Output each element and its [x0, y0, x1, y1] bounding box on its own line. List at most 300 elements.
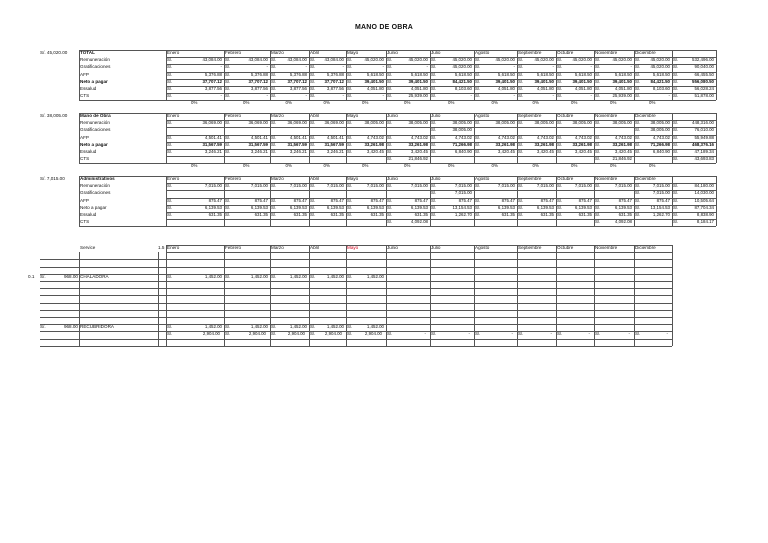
cell-value[interactable]: 38,005.00: [612, 120, 632, 126]
cell-currency[interactable]: S/.: [310, 212, 316, 217]
total-value[interactable]: 87,704.34: [694, 204, 714, 210]
cell-value[interactable]: 875.47: [458, 197, 472, 203]
cell-currency[interactable]: S/.: [310, 149, 316, 154]
cell-currency[interactable]: S/.: [271, 197, 277, 203]
cell-currency[interactable]: S/.: [225, 273, 231, 279]
cell-value[interactable]: -: [342, 64, 344, 70]
cell-value[interactable]: 31,567.59: [324, 141, 344, 147]
cell-currency[interactable]: S/.: [673, 127, 679, 133]
cell-value[interactable]: -: [513, 64, 515, 70]
cell-value[interactable]: 7,015.00: [497, 183, 515, 189]
cell-value[interactable]: 6,139.53: [574, 204, 592, 210]
cell-value[interactable]: 631.35: [370, 212, 384, 217]
cell-currency[interactable]: S/.: [310, 141, 316, 147]
total-value[interactable]: 47,189.34: [694, 149, 714, 154]
cell-value[interactable]: 3,877.56: [289, 86, 307, 91]
cell-value[interactable]: 45,020.00: [612, 57, 632, 63]
cell-value[interactable]: 7,015.00: [326, 183, 344, 189]
cell-value[interactable]: 39,401.50: [364, 78, 384, 84]
cell-currency[interactable]: S/.: [271, 86, 277, 91]
cell-value[interactable]: 13,154.53: [452, 204, 472, 210]
cell-value[interactable]: 45,020.00: [572, 57, 592, 63]
cell-currency[interactable]: S/.: [387, 156, 393, 162]
cell-currency[interactable]: S/.: [475, 212, 481, 217]
cell-currency[interactable]: S/.: [557, 64, 563, 70]
cell-value[interactable]: 38,005.00: [364, 120, 384, 126]
cell-value[interactable]: 1,452.00: [250, 324, 268, 330]
cell-value[interactable]: 4,743.02: [536, 134, 554, 140]
cell-currency[interactable]: S/.: [595, 86, 601, 91]
cell-currency[interactable]: S/.: [673, 134, 679, 140]
cell-currency[interactable]: S/.: [225, 197, 231, 203]
cell-currency[interactable]: S/.: [635, 134, 641, 140]
cell-value[interactable]: 37,707.12: [287, 78, 307, 84]
cell-value[interactable]: 4,501.41: [289, 134, 307, 140]
cell-currency[interactable]: S/.: [310, 197, 316, 203]
cell-value[interactable]: 5,376.88: [204, 71, 222, 77]
total-value[interactable]: 448,316.00: [692, 120, 714, 126]
cell-currency[interactable]: S/.: [271, 204, 277, 210]
cell-value[interactable]: 33,261.98: [495, 141, 515, 147]
total-value[interactable]: 10,505.64: [694, 197, 714, 203]
cell-currency[interactable]: S/.: [387, 78, 393, 84]
cell-currency[interactable]: S/.: [431, 86, 437, 91]
cell-value[interactable]: 5,618.50: [536, 71, 554, 77]
cell-currency[interactable]: S/.: [475, 141, 481, 147]
cell-currency[interactable]: S/.: [475, 120, 481, 126]
cell-currency[interactable]: S/.: [557, 134, 563, 140]
cell-value[interactable]: 31,567.59: [248, 141, 268, 147]
cell-currency[interactable]: S/.: [635, 127, 641, 133]
cell-currency[interactable]: S/.: [673, 219, 679, 225]
cell-currency[interactable]: S/.: [167, 331, 173, 337]
cell-value[interactable]: -: [266, 93, 268, 99]
cell-currency[interactable]: S/.: [271, 120, 277, 126]
cell-currency[interactable]: S/.: [518, 71, 524, 77]
cell-currency[interactable]: S/.: [167, 324, 173, 330]
cell-currency[interactable]: S/.: [635, 141, 641, 147]
cell-currency[interactable]: S/.: [475, 78, 481, 84]
cell-currency[interactable]: S/.: [167, 212, 173, 217]
cell-currency[interactable]: S/.: [225, 57, 231, 63]
cell-value[interactable]: 5,618.50: [574, 71, 592, 77]
cell-value[interactable]: -: [305, 93, 307, 99]
cell-currency[interactable]: S/.: [271, 134, 277, 140]
cell-value[interactable]: 7,015.00: [289, 183, 307, 189]
cell-value[interactable]: 7,015.00: [536, 183, 554, 189]
cell-currency[interactable]: S/.: [310, 93, 316, 99]
cell-currency[interactable]: S/.: [475, 71, 481, 77]
cell-currency[interactable]: S/.: [518, 78, 524, 84]
cell-value[interactable]: 84,421.50: [452, 78, 472, 84]
cell-currency[interactable]: S/.: [595, 134, 601, 140]
cell-value[interactable]: 7,015.00: [574, 183, 592, 189]
cell-currency[interactable]: S/.: [673, 57, 679, 63]
cell-currency[interactable]: S/.: [475, 57, 481, 63]
cell-value[interactable]: 5,376.88: [326, 71, 344, 77]
cell-currency[interactable]: S/.: [475, 197, 481, 203]
cell-currency[interactable]: S/.: [635, 212, 641, 217]
cell-value[interactable]: 3,246.21: [289, 149, 307, 154]
cell-value[interactable]: 33,261.98: [534, 141, 554, 147]
cell-currency[interactable]: S/.: [225, 183, 231, 189]
cell-currency[interactable]: S/.: [310, 183, 316, 189]
cell-value[interactable]: 6,139.53: [204, 204, 222, 210]
cell-currency[interactable]: S/.: [387, 57, 393, 63]
cell-value[interactable]: 875.47: [414, 197, 428, 203]
cell-value[interactable]: 2,904.00: [202, 331, 220, 337]
cell-value[interactable]: -: [342, 93, 344, 99]
cell-currency[interactable]: S/.: [347, 134, 353, 140]
cell-currency[interactable]: S/.: [310, 204, 316, 210]
cell-value[interactable]: 3,246.21: [250, 149, 268, 154]
cell-currency[interactable]: S/.: [271, 149, 277, 154]
cell-value[interactable]: 3,420.45: [497, 149, 515, 154]
cell-value[interactable]: 33,261.98: [612, 141, 632, 147]
cell-currency[interactable]: S/.: [271, 78, 277, 84]
cell-currency[interactable]: S/.: [347, 78, 353, 84]
cell-value[interactable]: 6,139.53: [410, 204, 428, 210]
cell-currency[interactable]: S/.: [347, 331, 353, 337]
cell-value[interactable]: 4,501.41: [204, 134, 222, 140]
cell-value[interactable]: 43,084.00: [202, 57, 222, 63]
cell-value[interactable]: 31,567.59: [287, 141, 307, 147]
cell-currency[interactable]: S/.: [595, 71, 601, 77]
cell-value[interactable]: 7,015.00: [250, 183, 268, 189]
cell-value[interactable]: 6,139.53: [289, 204, 307, 210]
cell-currency[interactable]: S/.: [167, 149, 173, 154]
cell-value[interactable]: 631.35: [208, 212, 222, 217]
cell-currency[interactable]: S/.: [167, 134, 173, 140]
cell-value[interactable]: 4,051.80: [536, 86, 554, 91]
cell-currency[interactable]: S/.: [557, 197, 563, 203]
cell-value[interactable]: 71,266.98: [650, 141, 670, 147]
total-value[interactable]: 532,496.00: [692, 57, 714, 63]
cell-currency[interactable]: S/.: [167, 273, 173, 279]
cell-currency[interactable]: S/.: [557, 78, 563, 84]
cell-value[interactable]: 3,877.56: [250, 86, 268, 91]
cell-currency[interactable]: S/.: [673, 197, 679, 203]
cell-currency[interactable]: S/.: [635, 71, 641, 77]
cell-value[interactable]: 3,420.45: [536, 149, 554, 154]
cell-value[interactable]: 6,139.53: [614, 204, 632, 210]
cell-currency[interactable]: S/.: [673, 93, 679, 99]
cell-value[interactable]: -: [550, 331, 552, 337]
cell-currency[interactable]: S/.: [557, 149, 563, 154]
total-value[interactable]: 468,376.16: [692, 141, 714, 147]
cell-currency[interactable]: S/.: [475, 149, 481, 154]
cell-currency[interactable]: S/.: [431, 134, 437, 140]
cell-value[interactable]: 1,452.00: [289, 324, 307, 330]
cell-value[interactable]: 631.35: [414, 212, 428, 217]
cell-currency[interactable]: S/.: [557, 120, 563, 126]
cell-value[interactable]: -: [590, 64, 592, 70]
cell-currency[interactable]: S/.: [475, 204, 481, 210]
cell-currency[interactable]: S/.: [557, 183, 563, 189]
cell-value[interactable]: 875.47: [578, 197, 592, 203]
cell-value[interactable]: 5,618.50: [366, 71, 384, 77]
cell-currency[interactable]: S/.: [673, 204, 679, 210]
cell-currency[interactable]: S/.: [431, 93, 437, 99]
cell-currency[interactable]: S/.: [347, 149, 353, 154]
cell-currency[interactable]: S/.: [347, 141, 353, 147]
cell-value[interactable]: 45,020.00: [650, 64, 670, 70]
cell-value[interactable]: -: [470, 93, 472, 99]
cell-value[interactable]: 45,020.00: [495, 57, 515, 63]
cell-value[interactable]: 1,452.00: [204, 273, 222, 279]
cell-value[interactable]: 3,877.56: [326, 86, 344, 91]
cell-value[interactable]: 4,051.80: [366, 86, 384, 91]
cell-currency[interactable]: S/.: [595, 183, 601, 189]
cell-value[interactable]: 33,261.98: [408, 141, 428, 147]
cell-value[interactable]: 875.47: [656, 197, 670, 203]
cell-currency[interactable]: S/.: [635, 190, 641, 196]
cell-value[interactable]: 6,840.90: [652, 149, 670, 154]
total-value[interactable]: 8,184.17: [696, 219, 714, 225]
cell-currency[interactable]: S/.: [167, 57, 173, 63]
cell-currency[interactable]: S/.: [271, 331, 277, 337]
cell-value[interactable]: 36,069.00: [248, 120, 268, 126]
cell-value[interactable]: 43,084.00: [287, 57, 307, 63]
cell-value[interactable]: 5,618.50: [497, 71, 515, 77]
cell-value[interactable]: 4,743.02: [410, 134, 428, 140]
cell-currency[interactable]: S/.: [347, 183, 353, 189]
cell-currency[interactable]: S/.: [635, 57, 641, 63]
cell-currency[interactable]: S/.: [271, 93, 277, 99]
cell-currency[interactable]: S/.: [431, 64, 437, 70]
cell-value[interactable]: 875.47: [501, 197, 515, 203]
cell-value[interactable]: -: [513, 93, 515, 99]
cell-currency[interactable]: S/.: [167, 86, 173, 91]
cell-currency[interactable]: S/.: [387, 197, 393, 203]
cell-value[interactable]: 1,262.70: [652, 212, 670, 217]
cell-value[interactable]: 8,103.60: [454, 86, 472, 91]
cell-currency[interactable]: S/.: [387, 71, 393, 77]
cell-currency[interactable]: S/.: [225, 134, 231, 140]
cell-currency[interactable]: S/.: [310, 71, 316, 77]
cell-currency[interactable]: S/.: [635, 93, 641, 99]
cell-currency[interactable]: S/.: [475, 86, 481, 91]
cell-currency[interactable]: S/.: [347, 93, 353, 99]
cell-currency[interactable]: S/.: [387, 141, 393, 147]
cell-currency[interactable]: S/.: [635, 64, 641, 70]
cell-value[interactable]: -: [628, 331, 630, 337]
cell-value[interactable]: -: [588, 331, 590, 337]
cell-currency[interactable]: S/.: [431, 71, 437, 77]
cell-currency[interactable]: S/.: [431, 120, 437, 126]
cell-currency[interactable]: S/.: [225, 78, 231, 84]
cell-currency[interactable]: S/.: [518, 183, 524, 189]
cell-value[interactable]: 875.47: [254, 197, 268, 203]
cell-currency[interactable]: S/.: [431, 127, 437, 133]
cell-value[interactable]: 37,707.12: [324, 78, 344, 84]
cell-value[interactable]: 875.47: [370, 197, 384, 203]
cell-currency[interactable]: S/.: [635, 183, 641, 189]
cell-currency[interactable]: S/.: [347, 57, 353, 63]
cell-currency[interactable]: S/.: [387, 86, 393, 91]
cell-currency[interactable]: S/.: [557, 57, 563, 63]
cell-currency[interactable]: S/.: [431, 204, 437, 210]
cell-currency[interactable]: S/.: [518, 57, 524, 63]
cell-value[interactable]: 6,139.53: [536, 204, 554, 210]
cell-currency[interactable]: S/.: [595, 120, 601, 126]
cell-value[interactable]: 45,020.00: [534, 57, 554, 63]
cell-currency[interactable]: S/.: [387, 204, 393, 210]
cell-value[interactable]: 39,401.50: [612, 78, 632, 84]
cell-currency[interactable]: S/.: [225, 120, 231, 126]
cell-value[interactable]: 631.35: [293, 212, 307, 217]
cell-value[interactable]: 6,840.90: [454, 149, 472, 154]
cell-currency[interactable]: S/.: [595, 93, 601, 99]
cell-value[interactable]: 39,401.50: [534, 78, 554, 84]
cell-value[interactable]: 45,020.00: [650, 57, 670, 63]
cell-currency[interactable]: S/.: [271, 183, 277, 189]
cell-value[interactable]: -: [220, 64, 222, 70]
cell-currency[interactable]: S/.: [635, 149, 641, 154]
cell-value[interactable]: 37,707.12: [248, 78, 268, 84]
cell-value[interactable]: -: [382, 93, 384, 99]
cell-value[interactable]: 7,015.00: [366, 183, 384, 189]
cell-currency[interactable]: S/.: [431, 141, 437, 147]
cell-currency[interactable]: S/.: [167, 197, 173, 203]
cell-value[interactable]: -: [426, 64, 428, 70]
cell-currency[interactable]: S/.: [557, 212, 563, 217]
cell-value[interactable]: 45,020.00: [452, 64, 472, 70]
cell-value[interactable]: 4,743.02: [366, 134, 384, 140]
cell-value[interactable]: -: [305, 64, 307, 70]
cell-currency[interactable]: S/.: [431, 149, 437, 154]
cell-currency[interactable]: S/.: [431, 197, 437, 203]
cell-value[interactable]: -: [666, 331, 668, 337]
cell-value[interactable]: 3,420.45: [410, 149, 428, 154]
cell-currency[interactable]: S/.: [595, 197, 601, 203]
cell-value[interactable]: 39,401.50: [495, 78, 515, 84]
cell-value[interactable]: 7,015.00: [454, 190, 472, 196]
cell-value[interactable]: 6,139.53: [497, 204, 515, 210]
cell-currency[interactable]: S/.: [518, 141, 524, 147]
cell-value[interactable]: 3,246.21: [204, 149, 222, 154]
cell-value[interactable]: 38,005.00: [495, 120, 515, 126]
cell-currency[interactable]: S/.: [347, 71, 353, 77]
cell-currency[interactable]: S/.: [595, 219, 601, 225]
cell-value[interactable]: 38,005.00: [650, 120, 670, 126]
cell-currency[interactable]: S/.: [595, 331, 601, 337]
cell-currency[interactable]: S/.: [310, 134, 316, 140]
cell-currency[interactable]: S/.: [271, 324, 277, 330]
cell-currency[interactable]: S/.: [387, 331, 393, 337]
cell-value[interactable]: -: [668, 93, 670, 99]
cell-value[interactable]: 38,005.00: [572, 120, 592, 126]
total-value[interactable]: 90,040.00: [694, 64, 714, 70]
cell-currency[interactable]: S/.: [167, 64, 173, 70]
cell-value[interactable]: 4,051.80: [410, 86, 428, 91]
cell-value[interactable]: 1,452.00: [326, 273, 344, 279]
cell-value[interactable]: 631.35: [578, 212, 592, 217]
cell-currency[interactable]: S/.: [557, 331, 563, 337]
cell-currency[interactable]: S/.: [673, 212, 679, 217]
cell-currency[interactable]: S/.: [431, 78, 437, 84]
total-value[interactable]: 56,028.24: [694, 86, 714, 91]
cell-currency[interactable]: S/.: [475, 64, 481, 70]
cell-value[interactable]: 4,092.08: [410, 219, 428, 225]
cell-value[interactable]: -: [630, 64, 632, 70]
cell-value[interactable]: 1,452.00: [366, 324, 384, 330]
cell-currency[interactable]: S/.: [225, 93, 231, 99]
cell-currency[interactable]: S/.: [310, 57, 316, 63]
cell-value[interactable]: -: [468, 331, 470, 337]
cell-value[interactable]: 4,051.80: [574, 86, 592, 91]
cell-currency[interactable]: S/.: [387, 134, 393, 140]
cell-currency[interactable]: S/.: [595, 57, 601, 63]
cell-currency[interactable]: S/.: [595, 212, 601, 217]
total-value[interactable]: 55,949.88: [694, 134, 714, 140]
cell-value[interactable]: -: [552, 64, 554, 70]
cell-currency[interactable]: S/.: [310, 273, 316, 279]
cell-currency[interactable]: S/.: [225, 141, 231, 147]
cell-currency[interactable]: S/.: [673, 120, 679, 126]
cell-value[interactable]: 38,005.00: [534, 120, 554, 126]
cell-currency[interactable]: S/.: [475, 134, 481, 140]
cell-value[interactable]: 4,743.02: [614, 134, 632, 140]
cell-value[interactable]: 875.47: [330, 197, 344, 203]
cell-value[interactable]: 39,401.50: [408, 78, 428, 84]
cell-value[interactable]: 6,139.53: [366, 204, 384, 210]
cell-value[interactable]: 4,501.41: [326, 134, 344, 140]
cell-currency[interactable]: S/.: [347, 120, 353, 126]
cell-value[interactable]: 2,904.00: [248, 331, 266, 337]
cell-currency[interactable]: S/.: [518, 149, 524, 154]
cell-value[interactable]: 3,877.56: [204, 86, 222, 91]
cell-currency[interactable]: S/.: [673, 190, 679, 196]
cell-currency[interactable]: S/.: [310, 331, 316, 337]
cell-value[interactable]: 36,069.00: [287, 120, 307, 126]
cell-currency[interactable]: S/.: [347, 273, 353, 279]
cell-value[interactable]: 3,246.21: [326, 149, 344, 154]
cell-currency[interactable]: S/.: [635, 78, 641, 84]
total-value[interactable]: 76,010.00: [694, 127, 714, 133]
cell-currency[interactable]: S/.: [431, 57, 437, 63]
cell-currency[interactable]: S/.: [518, 134, 524, 140]
cell-currency[interactable]: S/.: [271, 57, 277, 63]
cell-value[interactable]: 38,005.00: [650, 127, 670, 133]
cell-value[interactable]: 71,266.98: [452, 141, 472, 147]
cell-currency[interactable]: S/.: [225, 64, 231, 70]
cell-value[interactable]: -: [552, 93, 554, 99]
cell-currency[interactable]: S/.: [225, 149, 231, 154]
cell-currency[interactable]: S/.: [557, 71, 563, 77]
cell-currency[interactable]: S/.: [431, 331, 437, 337]
cell-currency[interactable]: S/.: [167, 141, 173, 147]
cell-currency[interactable]: S/.: [225, 86, 231, 91]
cell-value[interactable]: 875.47: [208, 197, 222, 203]
cell-currency[interactable]: S/.: [475, 183, 481, 189]
cell-currency[interactable]: S/.: [595, 78, 601, 84]
total-value[interactable]: 14,030.00: [694, 190, 714, 196]
cell-value[interactable]: 5,618.50: [652, 71, 670, 77]
cell-value[interactable]: 45,020.00: [408, 57, 428, 63]
cell-currency[interactable]: S/.: [387, 183, 393, 189]
cell-value[interactable]: 43,084.00: [248, 57, 268, 63]
cell-currency[interactable]: S/.: [431, 212, 437, 217]
cell-currency[interactable]: S/.: [271, 71, 277, 77]
cell-value[interactable]: 25,939.00: [612, 93, 632, 99]
cell-value[interactable]: 1,452.00: [289, 273, 307, 279]
cell-currency[interactable]: S/.: [347, 86, 353, 91]
cell-value[interactable]: 631.35: [330, 212, 344, 217]
total-value[interactable]: 8,838.90: [696, 212, 714, 217]
total-value[interactable]: 51,878.00: [694, 93, 714, 99]
cell-currency[interactable]: S/.: [310, 324, 316, 330]
